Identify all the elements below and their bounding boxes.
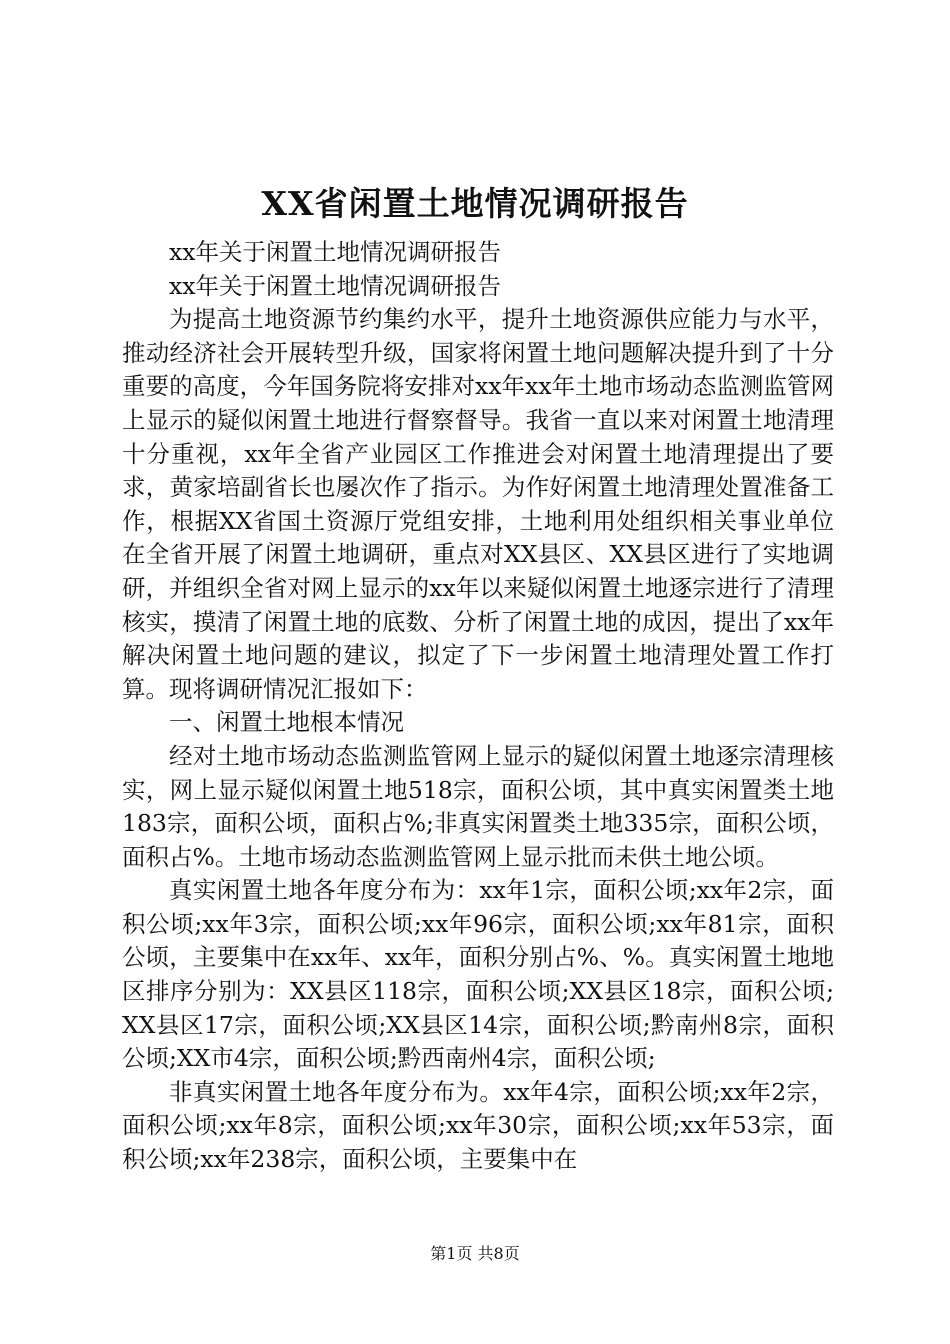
body-paragraph: 真实闲置土地各年度分布为：xx年1宗，面积公顷;xx年2宗，面积公顷;xx年3宗，面积公顷;xx年96宗，面积公顷;xx年81宗，面积公顷，主要集中在xx年、xx年，面积分别占%、%。真实闲置土地地区排序分别为：XX县区118宗，面积公顷;XX县区18宗，面积公顷;XX县区17宗，面积公顷;XX县区14宗，面积公顷;黔南州8宗，面积公顷;XX市4宗，面积公顷;黔西南州4宗，面积公顷; bbox=[122, 876, 834, 1073]
subtitle-line: xx年关于闲置土地情况调研报告 bbox=[169, 238, 502, 266]
body-paragraph: 经对土地市场动态监测监管网上显示的疑似闲置土地逐宗清理核实，网上显示疑似闲置土地518宗，面积公顷，其中真实闲置类土地183宗，面积公顷，面积占%;非真实闲置类土地335宗，面积公顷，面积占%。土地市场动态监测监管网上显示批而未供土地公顷。 bbox=[122, 741, 834, 871]
page-number-footer: 第1页 共8页 bbox=[430, 1244, 520, 1263]
section-heading: 一、闲置土地根本情况 bbox=[169, 708, 404, 737]
document-body bbox=[122, 236, 834, 1177]
subtitle-line: xx年关于闲置土地情况调研报告 bbox=[169, 271, 502, 300]
document-title: XX省闲置土地情况调研报告 bbox=[261, 184, 689, 223]
body-paragraph: 非真实闲置土地各年度分布为。xx年4宗，面积公顷;xx年2宗，面积公顷;xx年8宗，面积公顷;xx年30宗，面积公顷;xx年53宗，面积公顷;xx年238宗，面积公顷，主要集中在 bbox=[122, 1077, 834, 1174]
body-paragraph: 为提高土地资源节约集约水平，提升土地资源供应能力与水平，推动经济社会开展转型升级，国家将闲置土地问题解决提升到了十分重要的高度，今年国务院将安排对xx年xx年土地市场动态监测监管网上显示的疑似闲置土地进行督察督导。我省一直以来对闲置土地清理十分重视，xx年全省产业园区工作推进会对闲置土地清理提出了要求，黄家培副省长也屡次作了指示。为作好闲置土地清理处置准备工作，根据XX省国土资源厅党组安排，土地利用处组织相关事业单位在全省开展了闲置土地调研，重点对XX县区、XX县区进行了实地调研，并组织全省对网上显示的xx年以来疑似闲置土地逐宗进行了清理核实，摸清了闲置土地的底数、分析了闲置土地的成因，提出了xx年解决闲置土地问题的建议，拟定了下一步闲置土地清理处置工作打算。现将调研情况汇报如下： bbox=[122, 305, 834, 703]
